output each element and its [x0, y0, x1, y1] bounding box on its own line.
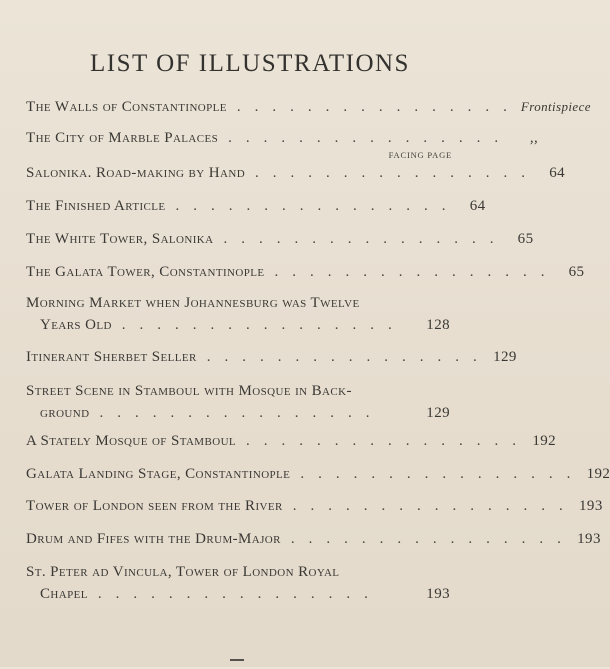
entry-line: [26, 162, 566, 184]
leader-dots: ................: [236, 99, 521, 115]
leader-dots: ................: [99, 405, 384, 421]
leader-dots: ................: [290, 531, 575, 547]
illustration-title: Itinerant Sherbet Seller: [26, 349, 197, 365]
facing-page-label: FACING PAGE: [388, 150, 452, 160]
entry-line: [26, 346, 517, 368]
page-reference: Frontispiece: [520, 99, 591, 114]
illustration-title: ground: [40, 405, 90, 421]
illustration-title: St. Peter ad Vincula, Tower of London Royal: [26, 564, 340, 580]
entry-line: [26, 127, 539, 149]
page-title: LIST OF ILLUSTRATIONS: [90, 50, 410, 77]
illustration-title: The White Tower, Salonika: [26, 231, 214, 247]
entry-line: [26, 561, 450, 583]
entry-line: [26, 292, 450, 314]
entry-line: [26, 261, 585, 283]
leader-dots: ................: [223, 231, 508, 247]
entry-line: [26, 228, 534, 250]
entry-line: [26, 402, 450, 424]
illustration-entry: [26, 228, 534, 250]
illustration-entry: [26, 261, 585, 283]
entry-line: [26, 528, 601, 550]
leader-dots: ................: [255, 165, 540, 181]
page-reference: 193: [577, 531, 601, 547]
illustration-entry: [26, 195, 486, 217]
illustration-title: The Galata Tower, Constantinople: [26, 264, 265, 280]
page-reference: ,,: [529, 130, 539, 146]
illustration-entry: [26, 292, 450, 336]
leader-dots: ................: [121, 317, 406, 333]
leader-dots: ................: [228, 130, 513, 146]
illustration-title: Chapel: [40, 586, 88, 602]
illustration-title: Years Old: [40, 317, 112, 333]
illustration-entry: [26, 346, 517, 368]
illustration-entry: [26, 127, 539, 149]
illustration-entry: [26, 463, 610, 485]
page-reference: 64: [469, 198, 486, 214]
illustration-entry: [26, 162, 566, 184]
entry-line: [26, 495, 603, 517]
leader-dots: ................: [292, 498, 577, 514]
entry-line: [26, 583, 450, 605]
illustration-title: Galata Landing Stage, Constantinople: [26, 466, 291, 482]
leader-dots: ................: [206, 349, 491, 365]
entry-line: [26, 380, 450, 402]
leader-dots: ................: [274, 264, 559, 280]
illustration-title: The Finished Article: [26, 198, 166, 214]
illustration-entry: [26, 561, 450, 605]
illustration-entry: [26, 96, 591, 118]
page-reference: 192: [586, 466, 610, 482]
illustration-entry: [26, 495, 603, 517]
leader-dots: ................: [300, 466, 585, 482]
page-reference: 192: [532, 433, 557, 449]
page-reference: 65: [568, 264, 585, 280]
leader-dots: ................: [97, 586, 382, 602]
leader-dots: ................: [246, 433, 531, 449]
leader-dots: ................: [175, 198, 460, 214]
illustration-title: Salonika. Road-making by Hand: [26, 165, 246, 181]
entry-line: [26, 430, 557, 452]
page-reference: 64: [549, 165, 566, 181]
entry-line: [26, 96, 591, 118]
page-reference: 129: [493, 349, 517, 365]
page-reference: 128: [426, 317, 450, 333]
page-reference: 193: [426, 586, 450, 602]
page-reference: 65: [517, 231, 534, 247]
illustration-entry: [26, 380, 450, 424]
page-number-fragment: [230, 659, 244, 669]
illustration-entry: [26, 528, 601, 550]
page-reference: 193: [579, 498, 603, 514]
illustration-title: The Walls of Constantinople: [26, 99, 227, 115]
illustration-title: Tower of London seen from the River: [26, 498, 283, 514]
entry-line: [26, 195, 486, 217]
illustration-title: Drum and Fifes with the Drum-Major: [26, 531, 281, 547]
entry-line: [26, 463, 610, 485]
illustration-title: Street Scene in Stamboul with Mosque in Back-: [26, 383, 352, 399]
illustration-entry: [26, 430, 557, 452]
page-reference: 129: [426, 405, 450, 421]
illustration-title: A Stately Mosque of Stamboul: [26, 433, 237, 449]
entry-line: [26, 314, 450, 336]
illustration-title: The City of Marble Palaces: [26, 130, 219, 146]
illustration-title: Morning Market when Johannesburg was Twelve: [26, 295, 360, 311]
